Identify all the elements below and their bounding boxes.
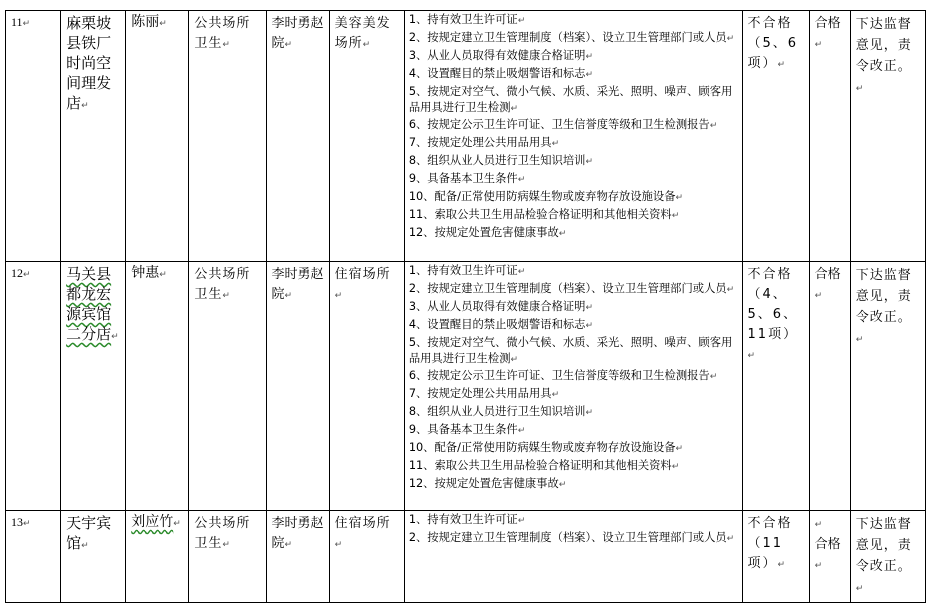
list-item: 6、按规定公示卫生许可证、卫生信誉度等级和卫生检测报告↵ (408, 369, 718, 383)
inspection-type: 公共场所卫生↵ (189, 511, 266, 603)
inspectors: 李时勇赵 院↵ (266, 262, 329, 511)
venue-name: 麻栗坡县铁厂时尚空间理发店↵ (61, 11, 126, 262)
row-number: 12↵ (6, 262, 61, 511)
list-item: 11、索取公共卫生用品检验合格证明和其他相关资料↵ (408, 207, 680, 221)
list-item: 12、按规定处置危害健康事故↵ (408, 225, 567, 239)
action-taken: 下达监督意见，责令改正。↵ (850, 262, 925, 511)
list-item: 11、索取公共卫生用品检验合格证明和其他相关资料↵ (408, 458, 680, 472)
list-item: 3、从业人员取得有效健康合格证明↵ (408, 48, 594, 62)
action-taken: 下达监督意见，责令改正。↵ (850, 11, 925, 262)
rectification-result: ↵ 合格↵ (809, 511, 850, 603)
conclusion: 不合格（11项）↵ (742, 511, 809, 603)
table-row (6, 11, 926, 262)
list-item: 9、具备基本卫生条件↵ (408, 423, 526, 437)
list-item: 10、配备/正常使用防病媒生物或废弃物存放设施设备↵ (408, 441, 684, 455)
inspection-items (404, 262, 742, 511)
row-number: 13↵ (6, 511, 61, 603)
list-item: 10、配备/正常使用防病媒生物或废弃物存放设施设备↵ (408, 190, 684, 204)
list-item: 8、组织从业人员进行卫生知识培训↵ (408, 154, 594, 168)
row-number: 11↵ (6, 11, 61, 262)
inspectors: 李时勇赵 院↵ (266, 11, 329, 262)
inspectors: 李时勇赵 院↵ (266, 511, 329, 603)
list-item: 2、按规定建立卫生管理制度（档案）、设立卫生管理部门或人员↵ (408, 30, 735, 44)
venue-category: 美容美发场所↵ (329, 11, 404, 262)
rectification-result: 合格↵ (809, 11, 850, 262)
list-item: 4、设置醒目的禁止吸烟警语和标志↵ (408, 66, 594, 80)
list-item: 12、按规定处置危害健康事故↵ (408, 476, 567, 490)
table-row (6, 262, 926, 511)
contact-person: 陈丽↵ (126, 11, 189, 262)
action-taken: 下达监督意见，责令改正。↵ (850, 511, 925, 603)
list-item: 5、按规定对空气、微小气候、水质、采光、照明、噪声、顾客用品用具进行卫生检测↵ (408, 335, 733, 365)
inspection-items (404, 11, 742, 262)
conclusion: 不合格（4、5、6、11项）↵ (742, 262, 809, 511)
list-item: 2、按规定建立卫生管理制度（档案）、设立卫生管理部门或人员↵ (408, 530, 735, 544)
venue-name: 马关县都龙宏源宾馆二分店↵ (61, 262, 126, 511)
venue-name: 天宇宾馆↵ (61, 511, 126, 603)
table-row (6, 511, 926, 603)
list-item: 3、从业人员取得有效健康合格证明↵ (408, 299, 594, 313)
list-item: 1、持有效卫生许可证↵ (408, 13, 526, 26)
list-item: 4、设置醒目的禁止吸烟警语和标志↵ (408, 317, 594, 331)
list-item: 7、按规定处理公共用品用具↵ (408, 136, 560, 150)
inspection-type: 公共场所卫生↵ (189, 11, 266, 262)
venue-category: 住宿场所↵ (329, 262, 404, 511)
list-item: 9、具备基本卫生条件↵ (408, 172, 526, 186)
contact-person: 钟惠↵ (126, 262, 189, 511)
list-item: 2、按规定建立卫生管理制度（档案）、设立卫生管理部门或人员↵ (408, 281, 735, 295)
list-item: 1、持有效卫生许可证↵ (408, 264, 526, 277)
list-item: 6、按规定公示卫生许可证、卫生信誉度等级和卫生检测报告↵ (408, 118, 718, 132)
inspection-type: 公共场所卫生↵ (189, 262, 266, 511)
inspection-items (404, 511, 742, 603)
conclusion: 不合格（5、6项）↵ (742, 11, 809, 262)
inspection-table (5, 10, 926, 603)
list-item: 5、按规定对空气、微小气候、水质、采光、照明、噪声、顾客用品用具进行卫生检测↵ (408, 84, 733, 114)
list-item: 7、按规定处理公共用品用具↵ (408, 387, 560, 401)
rectification-result: 合格↵ (809, 262, 850, 511)
venue-category: 住宿场所↵ (329, 511, 404, 603)
contact-person: 刘应竹↵ (126, 511, 189, 603)
list-item: 1、持有效卫生许可证↵ (408, 513, 526, 526)
list-item: 8、组织从业人员进行卫生知识培训↵ (408, 405, 594, 419)
